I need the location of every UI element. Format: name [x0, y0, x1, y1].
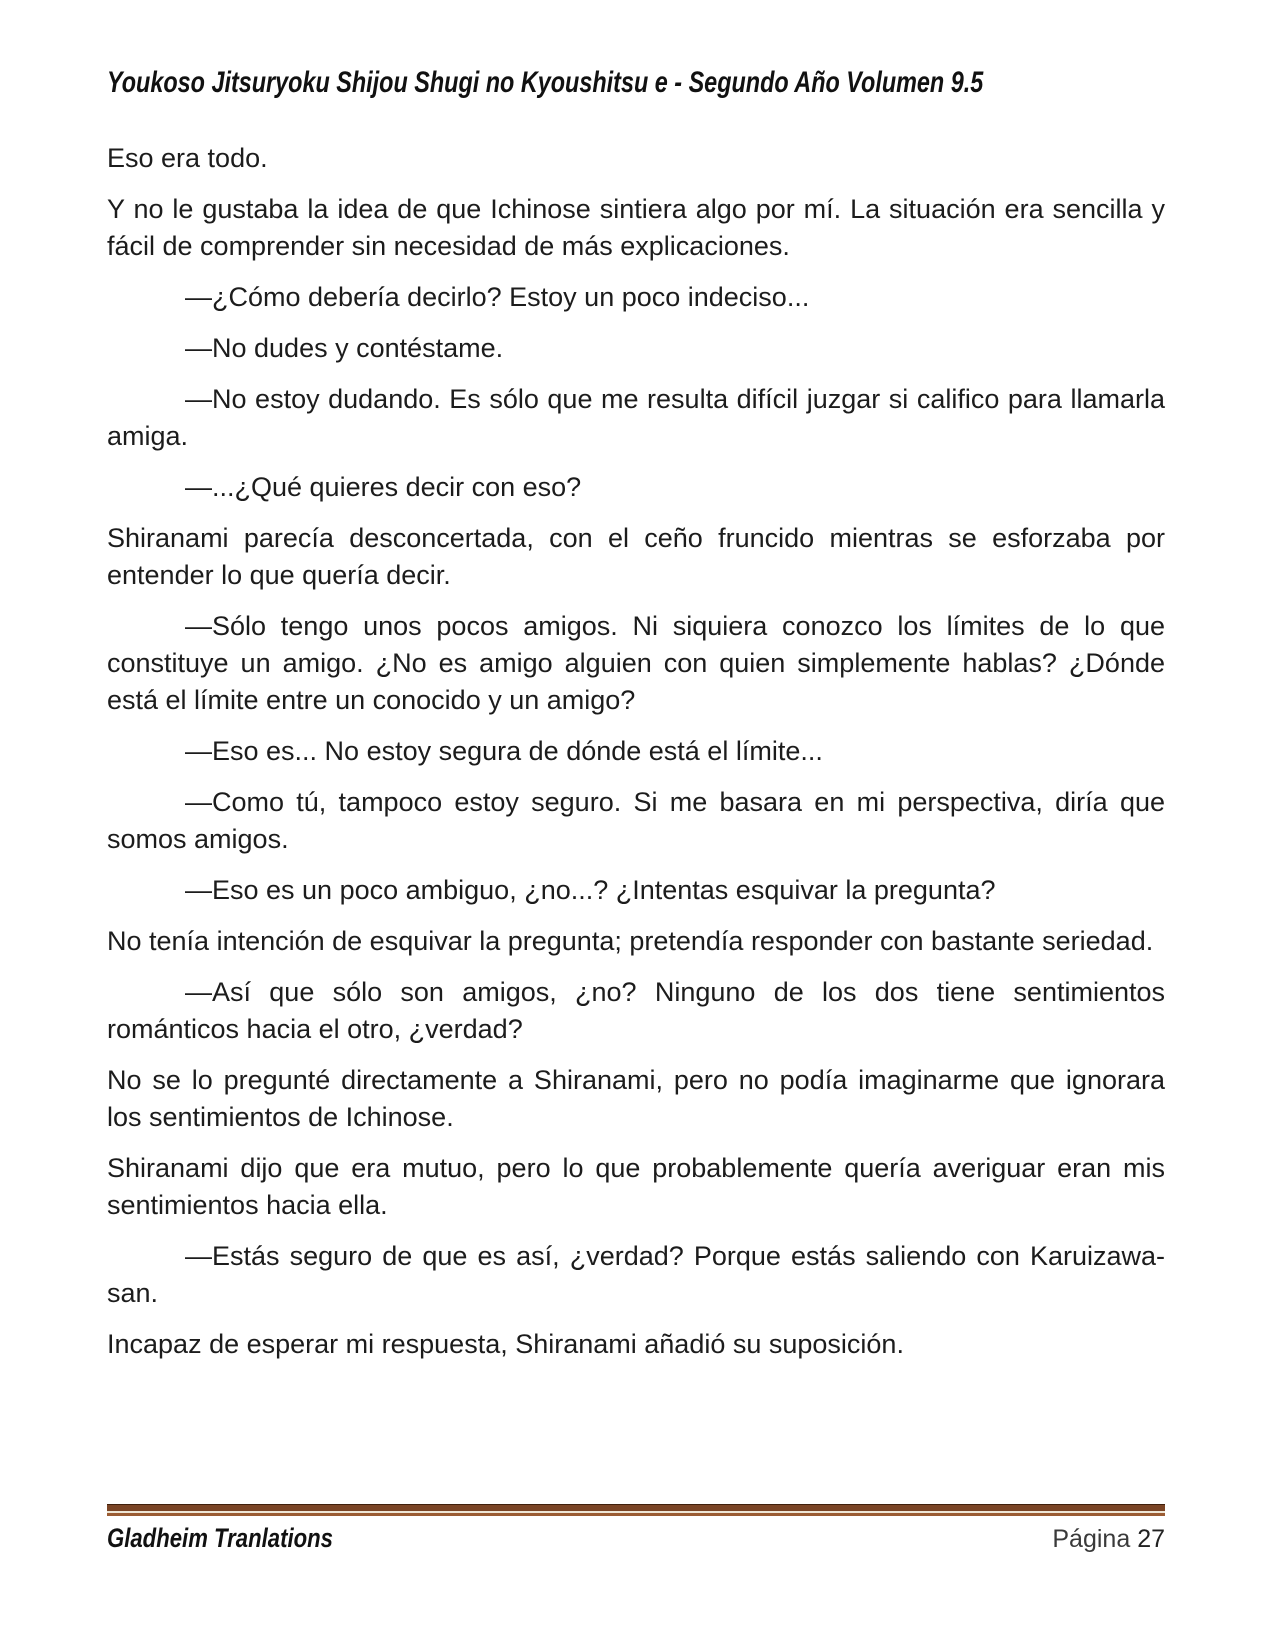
dialogue-paragraph: —Eso es un poco ambiguo, ¿no...? ¿Intentas esquivar la pregunta? — [185, 875, 996, 905]
dialogue-paragraph: —Así que sólo son amigos, ¿no? Ninguno de los dos tiene sentimientos románticos hacia el otro, ¿verdad? — [107, 977, 1165, 1044]
dialogue-paragraph: —Estás seguro de que es así, ¿verdad? Porque estás saliendo con Karuizawa-san. — [107, 1241, 1165, 1308]
document-body — [107, 140, 1165, 1377]
page-number-label: Página — [1052, 1525, 1131, 1553]
paragraph: Shiranami parecía desconcertada, con el ceño fruncido mientras se esforzaba por entender lo que quería decir. — [107, 523, 1165, 590]
paragraph: Shiranami dijo que era mutuo, pero lo que probablemente quería averiguar eran mis sentimientos hacia ella. — [107, 1153, 1165, 1220]
footer-divider — [107, 1504, 1165, 1516]
paragraph: Eso era todo. — [107, 143, 268, 173]
dialogue-paragraph: —...¿Qué quieres decir con eso? — [185, 472, 582, 502]
footer-divider-thin-bar — [107, 1513, 1165, 1516]
footer-divider-thick-bar — [107, 1504, 1165, 1511]
dialogue-paragraph: —Sólo tengo unos pocos amigos. Ni siquiera conozco los límites de lo que constituye un amigo. ¿No es amigo alguien con quien simplemente hablas? ¿Dónde está el límite entre un conocido y un amigo? — [107, 611, 1165, 715]
dialogue-paragraph: —No estoy dudando. Es sólo que me resulta difícil juzgar si califico para llamarla amiga. — [107, 384, 1165, 451]
paragraph: No se lo pregunté directamente a Shiranami, pero no podía imaginarme que ignorara los sentimientos de Ichinose. — [107, 1065, 1165, 1132]
dialogue-paragraph: —¿Cómo debería decirlo? Estoy un poco indeciso... — [185, 282, 810, 312]
footer-row — [107, 1523, 1165, 1554]
paragraph: Incapaz de esperar mi respuesta, Shiranami añadió su suposición. — [107, 1329, 904, 1359]
page-header — [107, 66, 1230, 100]
dialogue-paragraph: —Como tú, tampoco estoy seguro. Si me basara en mi perspectiva, diría que somos amigos. — [107, 787, 1165, 854]
page-footer — [107, 1504, 1165, 1554]
translator-credit: Gladheim Tranlations — [107, 1523, 333, 1553]
dialogue-paragraph: —No dudes y contéstame. — [185, 333, 504, 363]
dialogue-paragraph: —Eso es... No estoy segura de dónde está el límite... — [185, 736, 823, 766]
paragraph: Y no le gustaba la idea de que Ichinose sintiera algo por mí. La situación era sencilla y fácil de comprender sin necesidad de más explicaciones. — [107, 194, 1165, 261]
page-number — [1052, 1525, 1165, 1554]
paragraph: No tenía intención de esquivar la pregunta; pretendía responder con bastante seriedad. — [107, 926, 1154, 956]
header-title: Youkoso Jitsuryoku Shijou Shugi no Kyoushitsu e - Segundo Año Volumen 9.5 — [107, 66, 984, 99]
page-number-value: 27 — [1137, 1525, 1165, 1553]
